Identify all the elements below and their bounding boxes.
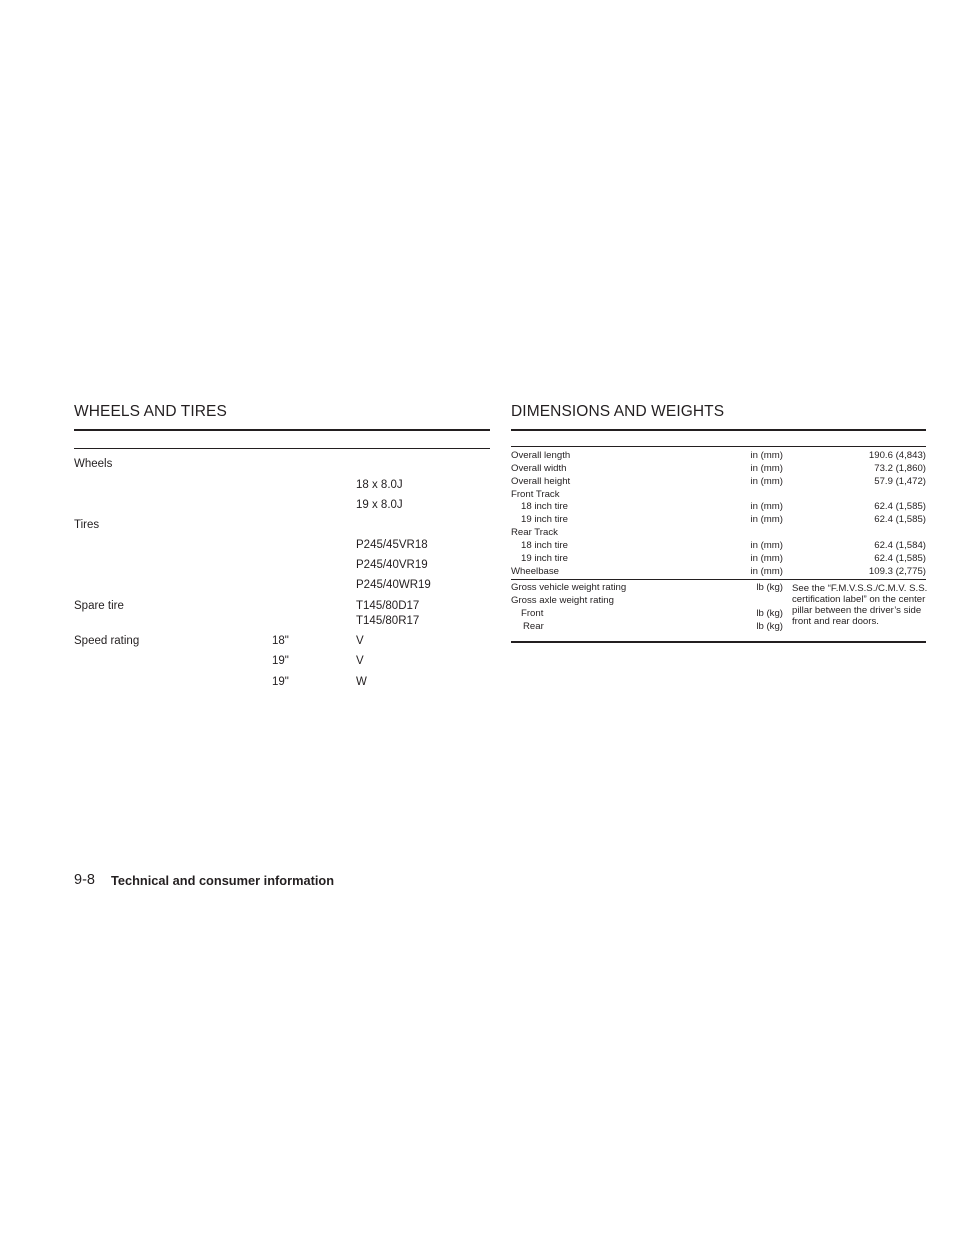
weights-note: See the “F.M.V.S.S./C.M.V. S.S. certification label” on the center pillar between the driver’s side front and rear doors. xyxy=(792,583,928,627)
table-row-value: 62.4 (1,585) xyxy=(874,514,926,525)
table-cell-rating-2: V xyxy=(356,655,364,667)
table-row-value: 62.4 (1,585) xyxy=(874,553,926,564)
table-row-label: Gross vehicle weight rating xyxy=(511,582,627,593)
table-row-unit: lb (kg) xyxy=(756,582,783,593)
table-row-label: Overall height xyxy=(511,476,571,487)
table-cell-spare-tire: Spare tire xyxy=(74,600,124,612)
table-row-label: Front xyxy=(521,608,544,619)
table-row-label: Rear Track xyxy=(511,527,558,538)
table-row-unit: lb (kg) xyxy=(756,621,783,632)
dimensions-table-top-rule xyxy=(511,446,926,447)
wheels-tires-title: WHEELS AND TIRES xyxy=(74,403,227,420)
table-row-label: 18 inch tire xyxy=(521,540,568,551)
table-cell-wheel-19: 19 x 8.0J xyxy=(356,499,403,511)
table-row-label: 19 inch tire xyxy=(521,514,568,525)
table-row-unit: in (mm) xyxy=(750,553,783,564)
table-row-label: 18 inch tire xyxy=(521,501,568,512)
table-row-value: 109.3 (2,775) xyxy=(868,566,926,577)
table-cell-wheel-18: 18 x 8.0J xyxy=(356,479,403,491)
table-row-value: 190.6 (4,843) xyxy=(868,450,926,461)
table-row-unit: in (mm) xyxy=(750,501,783,512)
table-row-unit: in (mm) xyxy=(750,463,783,474)
table-cell-rating-1: V xyxy=(356,635,364,647)
table-cell-tires: Tires xyxy=(74,519,100,531)
table-row-value: 62.4 (1,584) xyxy=(874,540,926,551)
dimensions-table-bottom-rule xyxy=(511,641,926,643)
table-row-value: 57.9 (1,472) xyxy=(874,476,926,487)
page-number: 9-8 xyxy=(74,872,95,888)
table-cell-spare-1: T145/80D17 xyxy=(356,600,420,612)
dimensions-weights-divider xyxy=(511,579,926,580)
table-row-label: Front Track xyxy=(511,489,560,500)
table-cell-size-19b: 19" xyxy=(272,676,289,688)
table-row-unit: in (mm) xyxy=(750,450,783,461)
table-row-unit: in (mm) xyxy=(750,540,783,551)
table-cell-tire-3: P245/40WR19 xyxy=(356,579,431,591)
table-row-label: 19 inch tire xyxy=(521,553,568,564)
table-cell-speed-rating: Speed rating xyxy=(74,635,140,647)
table-row-value: 62.4 (1,585) xyxy=(874,501,926,512)
table-row-label: Rear xyxy=(523,621,544,632)
wheels-tires-title-rule xyxy=(74,429,490,431)
table-cell-size-19a: 19" xyxy=(272,655,289,667)
table-row-unit: in (mm) xyxy=(750,514,783,525)
table-row-label: Overall width xyxy=(511,463,567,474)
table-cell-spare-2: T145/80R17 xyxy=(356,615,420,627)
table-cell-tire-2: P245/40VR19 xyxy=(356,559,428,571)
table-cell-size-18: 18" xyxy=(272,635,289,647)
wheels-tires-table-top-rule xyxy=(74,448,490,449)
table-cell-tire-1: P245/45VR18 xyxy=(356,539,428,551)
chapter-title: Technical and consumer information xyxy=(111,873,335,888)
table-cell-wheels: Wheels xyxy=(74,458,113,470)
table-row-value: 73.2 (1,860) xyxy=(874,463,926,474)
table-row-unit: in (mm) xyxy=(750,476,783,487)
table-row-label: Overall length xyxy=(511,450,571,461)
table-row-unit: lb (kg) xyxy=(756,608,783,619)
table-row-label: Gross axle weight rating xyxy=(511,595,614,606)
dimensions-weights-title: DIMENSIONS AND WEIGHTS xyxy=(511,403,725,420)
dimensions-title-rule xyxy=(511,429,926,431)
table-cell-rating-3: W xyxy=(356,676,367,688)
table-row-unit: in (mm) xyxy=(750,566,783,577)
table-row-label: Wheelbase xyxy=(511,566,559,577)
